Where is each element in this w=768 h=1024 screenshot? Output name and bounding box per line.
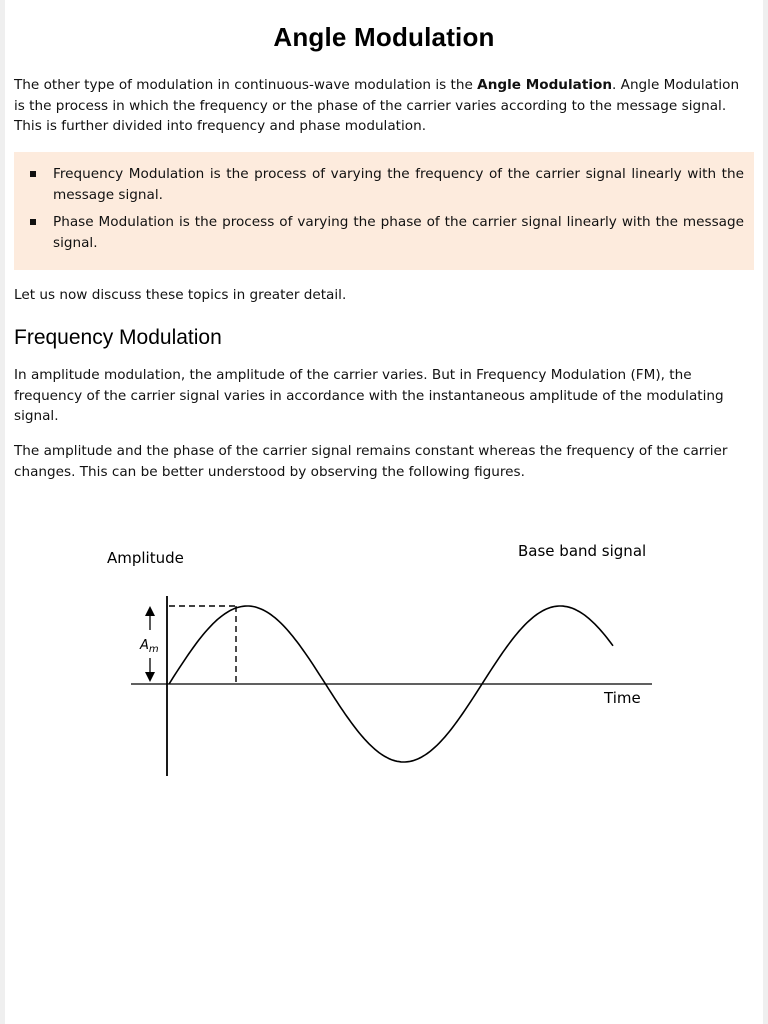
baseband-signal-diagram [14,500,754,800]
square-bullet-icon [30,171,36,177]
square-bullet-icon [30,219,36,225]
x-axis-label: Time [604,689,641,707]
arrow-up-icon [145,606,155,616]
arrow-down-icon [145,672,155,682]
intro-paragraph [14,75,746,137]
y-axis-label: Amplitude [107,549,184,567]
list-item-text: Phase Modulation is the process of varying the phase of the carrier signal linearly with the message signal. [53,214,744,251]
am-label-main: A [140,638,149,653]
list-item-text: Frequency Modulation is the process of varying the frequency of the carrier signal linearly with the message signal. [53,166,744,203]
intro-text-start: The other type of modulation in continuous-wave modulation is the [14,77,478,93]
page [5,0,763,1024]
signal-label: Base band signal [518,542,647,560]
section-heading: Frequency Modulation [14,326,222,349]
list-item [14,164,754,205]
am-label-sub: m [148,644,159,655]
intro-text-end: . Angle Modulation is the process in which the frequency or the phase of the carrier varies according to the message signal. This is further divided into frequency and phase modulation. [14,77,740,134]
callout-box [14,152,754,270]
baseband-signal-figure [14,500,754,800]
discuss-paragraph: Let us now discuss these topics in greater detail. [14,287,347,303]
page-title: Angle Modulation [273,22,495,52]
am-label [139,638,159,655]
fm-paragraph-1: In amplitude modulation, the amplitude of the carrier varies. But in Frequency Modulation (FM), the frequency of the carrier signal varies in accordance with the instantaneous amplitude of the modulating signal. [14,367,724,424]
list-item [14,212,754,253]
callout-list [14,152,754,253]
intro-bold-term: Angle Modulation [477,77,612,93]
fm-paragraph-2: The amplitude and the phase of the carrier signal remains constant whereas the frequency of the carrier changes. This can be better understood by observing the following figures. [14,443,728,480]
